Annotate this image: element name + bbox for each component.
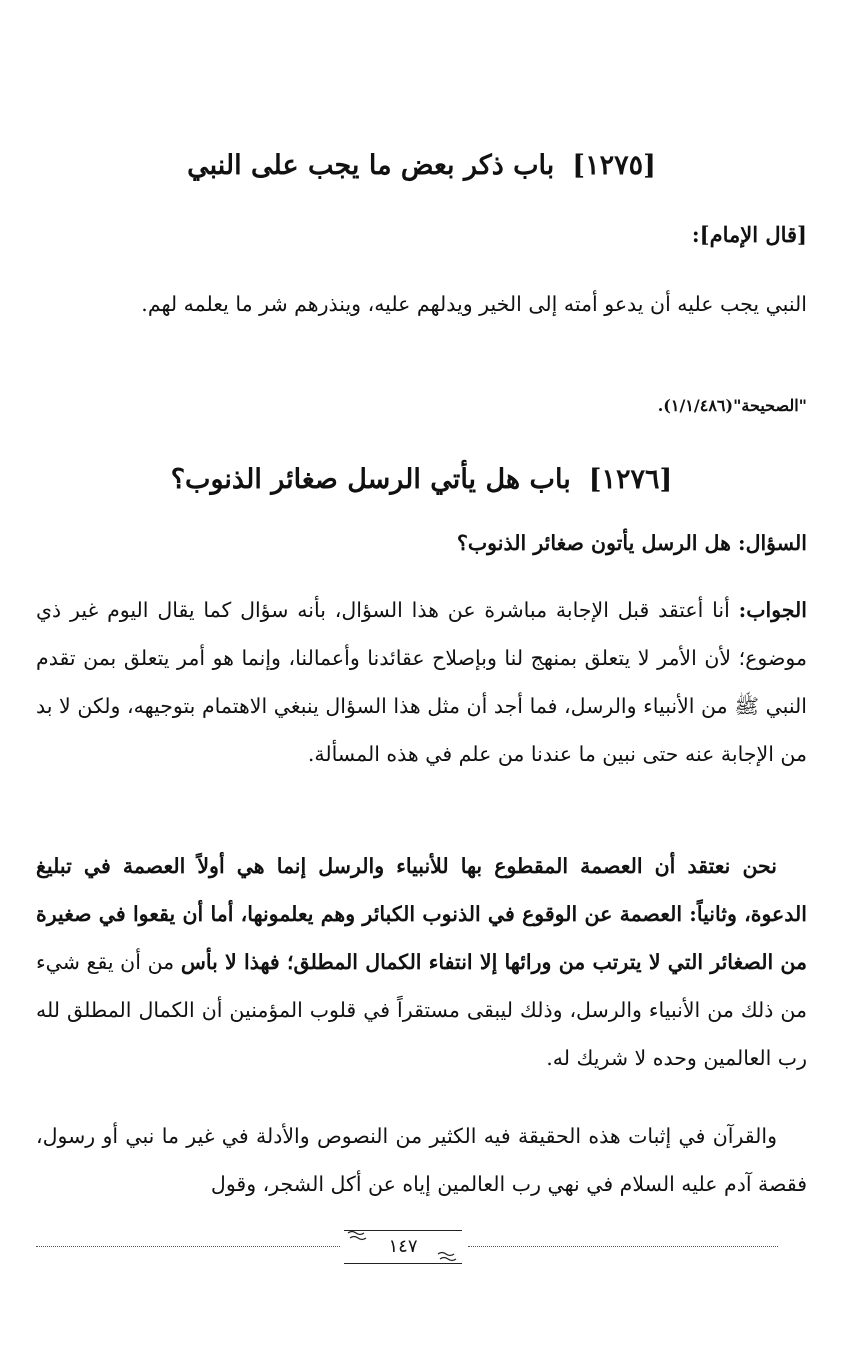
ornament-icon — [346, 1230, 368, 1244]
infallibility-bold-text: نحن نعتقد أن العصمة المقطوع بها للأنبياء والرسل إنما هي أولاً العصمة في تبليغ الدعوة، وثانياً: العصمة عن الوقوع في الذنوب الكبائر وهم يعلمونها، أما أن يقعوا في صغيرة من الصغائر التي لا يترتب من ورائها إلا انتفاء الكمال المطلق؛ فهذا لا بأس — [36, 854, 808, 974]
infallibility-normal-text: من أن يقع شيء من ذلك من الأنبياء والرسل، وذلك ليبقى مستقراً في قلوب المؤمنين أن الكمال المطلق لله رب العالمين وحده لا شريك له. — [36, 950, 807, 1070]
paragraph-obligation: النبي يجب عليه أن يدعو أمته إلى الخير ويدلهم عليه، وينذرهم شر ما يعلمه لهم. — [141, 292, 807, 316]
answer-paragraph — [36, 586, 807, 778]
page-number: ١٤٧ — [344, 1230, 462, 1264]
infallibility-paragraph — [36, 842, 807, 1082]
section-title: باب ذكر بعض ما يجب على النبي — [187, 150, 555, 181]
footer-divider-right — [468, 1246, 778, 1247]
section-heading-1276 — [36, 464, 807, 495]
section-heading-1275 — [36, 150, 807, 181]
section-number: [١٢٧٥] — [572, 150, 656, 181]
quran-paragraph: والقرآن في إثبات هذه الحقيقة فيه الكثير من النصوص والأدلة في غير ما نبي أو رسول، فقصة آدم عليه السلام في نهي رب العالمين إياه عن أكل الشجر، وقول — [36, 1124, 807, 1196]
imam-label: [قال الإمام]: — [691, 222, 807, 247]
question-text: السؤال: هل الرسل يأتون صغائر الذنوب؟ — [457, 531, 807, 555]
answer-lead: الجواب: — [738, 598, 807, 622]
section-number: [١٢٧٦] — [588, 464, 673, 495]
book-page — [36, 0, 807, 1370]
section-title: باب هل يأتي الرسل صغائر الذنوب؟ — [170, 464, 571, 495]
source-reference: "الصحيحة"(١/١/٤٨٦). — [657, 396, 807, 415]
footer-divider-left — [36, 1246, 340, 1247]
answer-text: أنا أعتقد قبل الإجابة مباشرة عن هذا السؤال، بأنه سؤال كما يقال اليوم غير ذي موضوع؛ لأن الأمر لا يتعلق بمنهج لنا وبإصلاح عقائدنا وأعمالنا، وإنما هو أمر يتعلق بمن تقدم النبي ﷺ من الأنبياء والرسل، فما أجد أن مثل هذا السؤال ينبغي الاهتمام بتوجيهه، ولكن لا بد من الإجابة عنه حتى نبين ما عندنا من علم في هذه المسألة. — [36, 598, 807, 766]
ornament-icon — [436, 1248, 458, 1262]
